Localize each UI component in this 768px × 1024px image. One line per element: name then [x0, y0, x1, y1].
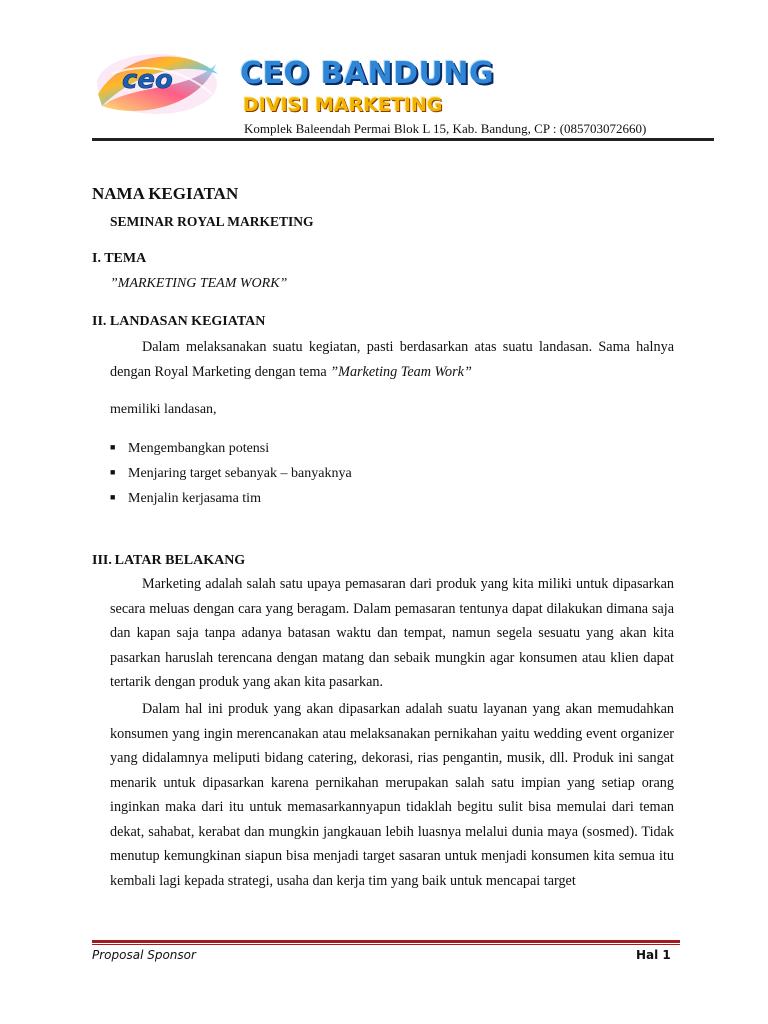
latar-belakang-heading: III. LATAR BELAKANG [92, 553, 246, 568]
footer-divider-thin [92, 944, 680, 945]
footer-divider [92, 940, 680, 943]
landasan-paragraph [110, 335, 674, 384]
landasan-text: Dalam melaksanakan suatu kegiatan, pasti berdasarkan atas suatu landasan. Sama halnya dengan Royal Marketing dengan tema [110, 339, 674, 380]
bullet-icon: ■ [110, 492, 116, 502]
landasan-lead: memiliki landasan, [110, 402, 217, 417]
landasan-italic-theme: ”Marketing Team Work” [330, 363, 472, 380]
logo-text: ceo [122, 65, 173, 95]
brand-subtitle: DIVISI MARKETING [243, 94, 443, 116]
footer-title: Proposal Sponsor [92, 948, 196, 962]
nama-kegiatan-heading: NAMA KEGIATAN [92, 184, 239, 203]
address: Komplek Baleendah Permai Blok L 15, Kab. Bandung, CP : (085703072660) [244, 121, 647, 136]
landasan-list [110, 438, 352, 513]
tema-heading: I. TEMA [92, 251, 147, 266]
nama-kegiatan-value: SEMINAR ROYAL MARKETING [110, 214, 314, 229]
page-number: Hal 1 [636, 948, 671, 962]
header-divider [92, 138, 714, 141]
tema-value: ”MARKETING TEAM WORK” [110, 276, 288, 291]
latar-paragraph-1: Marketing adalah salah satu upaya pemasaran dari produk yang kita miliki untuk dipasarkan secara meluas dengan cara yang beragam. Dalam pemasaran tentunya dapat dilakukan dimana saja dan kapan saja tanpa adanya batasan waktu dan tempat, namun segela sesuatu yang akan kita pasarkan haruslah terencana dengan matang dan sebaik mungkin agar konsumen atau klien dapat tertarik dengan produk yang akan kita pasarkan. [110, 576, 674, 690]
list-item: ■ Mengembangkan potensi [110, 438, 352, 463]
bullet-icon: ■ [110, 442, 116, 452]
brand-title: CEO BANDUNG [240, 56, 495, 91]
list-item: ■ Menjalin kerjasama tim [110, 488, 352, 513]
latar-paragraph-2: Dalam hal ini produk yang akan dipasarkan adalah suatu layanan yang akan memudahkan konsumen yang ingin merencanakan atau melaksanakan pernikahan yaitu wedding event organizer yang didalamnya meliputi bidang catering, dekorasi, rias pengantin, musik, dll. Produk ini sangat menarik untuk dipasarkan karena pernikahan merupakan salah satu impian yang setiap orang inginkan maka dari itu untuk memasarkannyapun tidaklah begitu sulit bisa memulai dari teman dekat, sahabat, kerabat dan mungkin jangkauan lebih luasnya melalui dunia maya (sosmed). Tidak menutup kemungkinan siapun bisa menjadi target sasaran untuk menjadi konsumen kita semua itu kembali lagi kepada strategi, usaha dan kerja tim yang baik untuk mencapai target [110, 701, 674, 889]
landasan-heading: II. LANDASAN KEGIATAN [92, 314, 266, 329]
ceo-logo [92, 44, 222, 122]
bullet-icon: ■ [110, 467, 116, 477]
list-item: ■ Menjaring target sebanyak – banyaknya [110, 463, 352, 488]
